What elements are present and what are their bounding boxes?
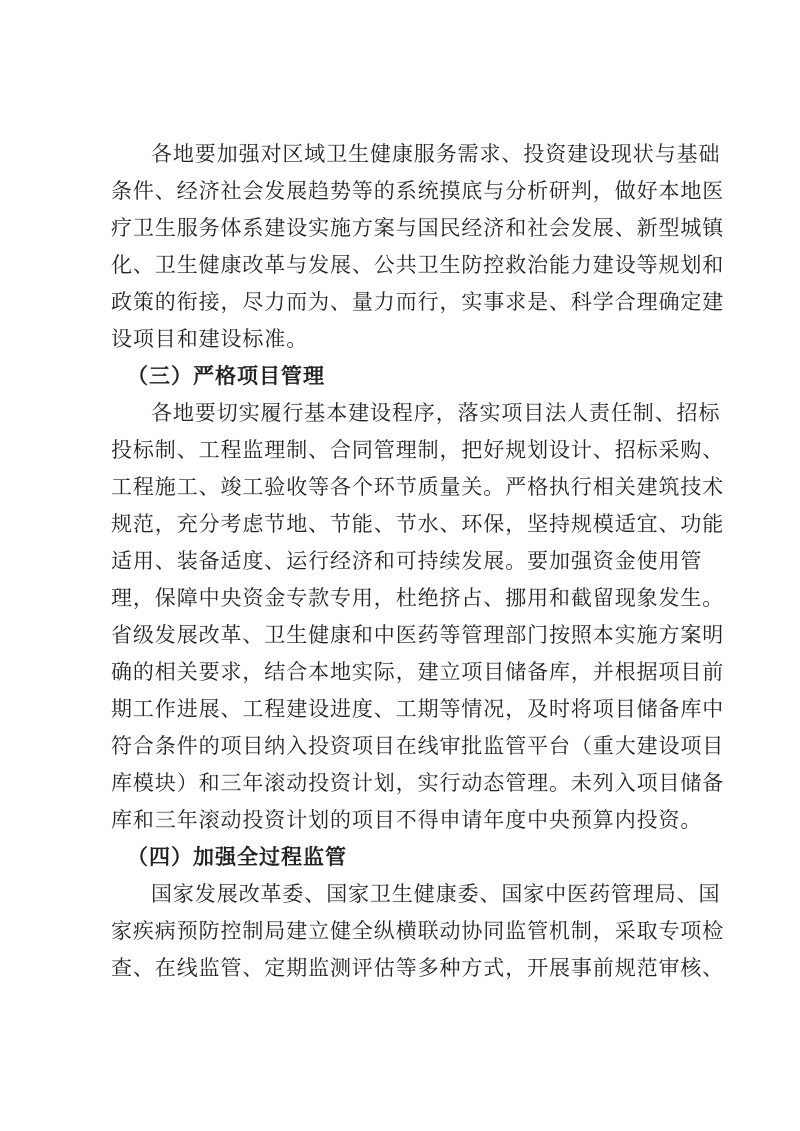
section-heading-4: （四）加强全过程监管 <box>127 844 347 869</box>
para2-line-3: 工程施工、竣工验收等各个环节质量关。严格执行相关建筑技术 <box>111 475 725 499</box>
para2-line-12: 库和三年滚动投资计划的项目不得申请年度中央预算内投资。 <box>111 808 703 832</box>
para1-line-3: 疗卫生服务体系建设实施方案与国民经济和社会发展、新型城镇 <box>111 216 725 240</box>
para2-line-10: 符合条件的项目纳入投资项目在线审批监管平台（重大建设项目 <box>111 734 725 758</box>
para2-line-9: 期工作进展、工程建设进度、工期等情况，及时将项目储备库中 <box>111 697 725 721</box>
para3-line-2: 家疾病预防控制局建立健全纵横联动协同监管机制，采取专项检 <box>111 919 725 943</box>
section-heading-3: （三）严格项目管理 <box>127 363 325 388</box>
para2-line-1: 各地要切实履行基本建设程序，落实项目法人责任制、招标 <box>151 401 721 425</box>
para1-line-6: 设项目和建设标准。 <box>111 327 309 351</box>
para1-line-1: 各地要加强对区域卫生健康服务需求、投资建设现状与基础 <box>151 142 721 166</box>
para2-line-8: 确的相关要求，结合本地实际，建立项目储备库，并根据项目前 <box>111 660 725 684</box>
para3-line-1: 国家发展改革委、国家卫生健康委、国家中医药管理局、国 <box>151 882 721 906</box>
para2-line-5: 适用、装备适度、运行经济和可持续发展。要加强资金使用管 <box>111 549 703 573</box>
para2-line-2: 投标制、工程监理制、合同管理制，把好规划设计、招标采购、 <box>111 438 725 462</box>
para1-line-4: 化、卫生健康改革与发展、公共卫生防控救治能力建设等规划和 <box>111 253 725 277</box>
para2-line-7: 省级发展改革、卫生健康和中医药等管理部门按照本实施方案明 <box>111 623 725 647</box>
para1-line-5: 政策的衔接，尽力而为、量力而行，实事求是、科学合理确定建 <box>111 290 725 314</box>
para1-line-2: 条件、经济社会发展趋势等的系统摸底与分析研判，做好本地医 <box>111 179 725 203</box>
para2-line-6: 理，保障中央资金专款专用，杜绝挤占、挪用和截留现象发生。 <box>111 586 725 610</box>
para2-line-11: 库模块）和三年滚动投资计划，实行动态管理。未列入项目储备 <box>111 771 725 795</box>
para2-line-4: 规范，充分考虑节地、节能、节水、环保，坚持规模适宜、功能 <box>111 512 725 536</box>
para3-line-3: 查、在线监管、定期监测评估等多种方式，开展事前规范审核、 <box>111 956 725 980</box>
